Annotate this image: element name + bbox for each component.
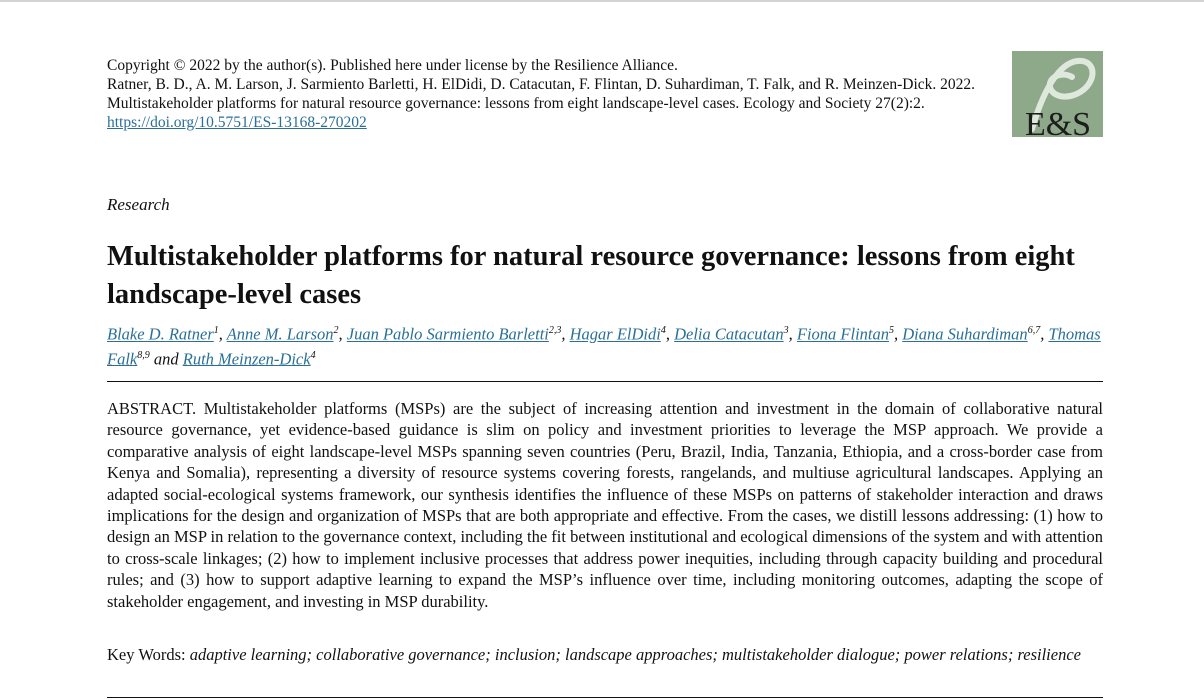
divider-top bbox=[107, 381, 1103, 382]
copyright-line: Copyright © 2022 by the author(s). Published here under license by the Resilience Alliance. bbox=[107, 57, 678, 74]
citation-body: Ratner, B. D., A. M. Larson, J. Sarmiento Barletti, H. ElDidi, D. Catacutan, F. Flintan, D. Suhardiman, T. Falk, and R. Meinzen-Dick. 2022. Multistakeholder platforms for natural resource governance: lessons from eight landscape-level cases. Ecology and Society 27(2):2. bbox=[107, 76, 976, 112]
author-link[interactable]: Blake D. Ratner bbox=[107, 324, 214, 344]
keywords bbox=[107, 644, 1103, 665]
keywords-label: Key Words: bbox=[107, 645, 186, 664]
abstract: ABSTRACT. Multistakeholder platforms (MSPs) are the subject of increasing attention and investment in the domain of collaborative natural resource governance, yet evidence-based guidance is slim on policy and investment priorities to leverage the MSP approach. We provide a comparative analysis of eight landscape-level MSPs spanning seven countries (Peru, Brazil, India, Tanzania, Ethiopia, and a cross-border case from Kenya and Somalia), representing a diversity of resource systems covering forests, rangelands, and multiuse agricultural landscapes. Applying an adapted social-ecological systems framework, our synthesis identifies the influence of these MSPs on patterns of stakeholder interaction and draws implications for the design and organization of MSPs that are both appropriate and effective. From the cases, we distill lessons addressing: (1) how to design an MSP in relation to the governance context, including the fit between institutional and ecological dimensions of the system and with attention to cross-scale linkages; (2) how to implement inclusive processes that address power inequities, including through capacity building and procedural rules; and (3) how to support adaptive learning to expand the MSP’s influence over time, including monitoring outcomes, adapting the scope of stakeholder engagement, and investing in MSP durability. bbox=[107, 399, 1103, 611]
citation-header bbox=[107, 56, 1007, 132]
affiliation-sup: 6,7 bbox=[1027, 325, 1041, 336]
divider-bottom bbox=[107, 697, 1103, 698]
affiliation-sup: 4 bbox=[660, 325, 666, 336]
author-link[interactable]: Delia Catacutan bbox=[674, 324, 784, 344]
author-link[interactable]: Juan Pablo Sarmiento Barletti bbox=[346, 324, 549, 344]
doi-link[interactable]: https://doi.org/10.5751/ES-13168-270202 bbox=[107, 114, 367, 131]
author-list: Blake D. Ratner$^1$, Anne M. Larson$^2$, Juan Pablo Sarmiento Barletti$^{2,3}$, Hagar ElDidi$^4$, Delia Catacutan$^3$, Fiona Flintan$^5$, Diana Suhardiman$^{6,7}$, Thomas Falk$^{8,9}$ and Ruth Meinzen-Dick$^4$ bbox=[107, 324, 1101, 368]
author-link[interactable]: Ruth Meinzen-Dick bbox=[182, 349, 311, 368]
affiliation-sup: 5 bbox=[889, 325, 894, 336]
keywords-list: adaptive learning; collaborative governance; inclusion; landscape approaches; multistakeholder dialogue; power relations; resilience bbox=[189, 645, 1081, 664]
section-label: Research bbox=[107, 195, 170, 214]
affiliation-sup: 2 bbox=[333, 325, 339, 336]
affiliation-sup: 3 bbox=[783, 325, 789, 336]
top-border bbox=[0, 0, 1204, 2]
author-link[interactable]: Thomas Falk bbox=[107, 324, 1101, 368]
author-link[interactable]: Hagar ElDidi bbox=[569, 324, 661, 344]
logo-text: E&S bbox=[1024, 106, 1092, 137]
affiliation-sup: 1 bbox=[213, 325, 219, 336]
author-link[interactable]: Diana Suhardiman bbox=[902, 324, 1028, 344]
affiliation-sup: 4 bbox=[310, 349, 316, 361]
affiliation-sup: 2,3 bbox=[548, 325, 562, 336]
journal-logo[interactable] bbox=[1012, 51, 1103, 137]
affiliation-sup: 8,9 bbox=[137, 349, 150, 361]
author-conjunction: and bbox=[153, 349, 179, 368]
author-link[interactable]: Anne M. Larson bbox=[226, 324, 334, 344]
citation-text bbox=[107, 75, 1007, 132]
paper-title: Multistakeholder platforms for natural resource governance: lessons from eight landscape-level cases bbox=[107, 241, 1075, 310]
author-link[interactable]: Fiona Flintan bbox=[796, 324, 889, 344]
es-logo-icon bbox=[1012, 51, 1103, 137]
